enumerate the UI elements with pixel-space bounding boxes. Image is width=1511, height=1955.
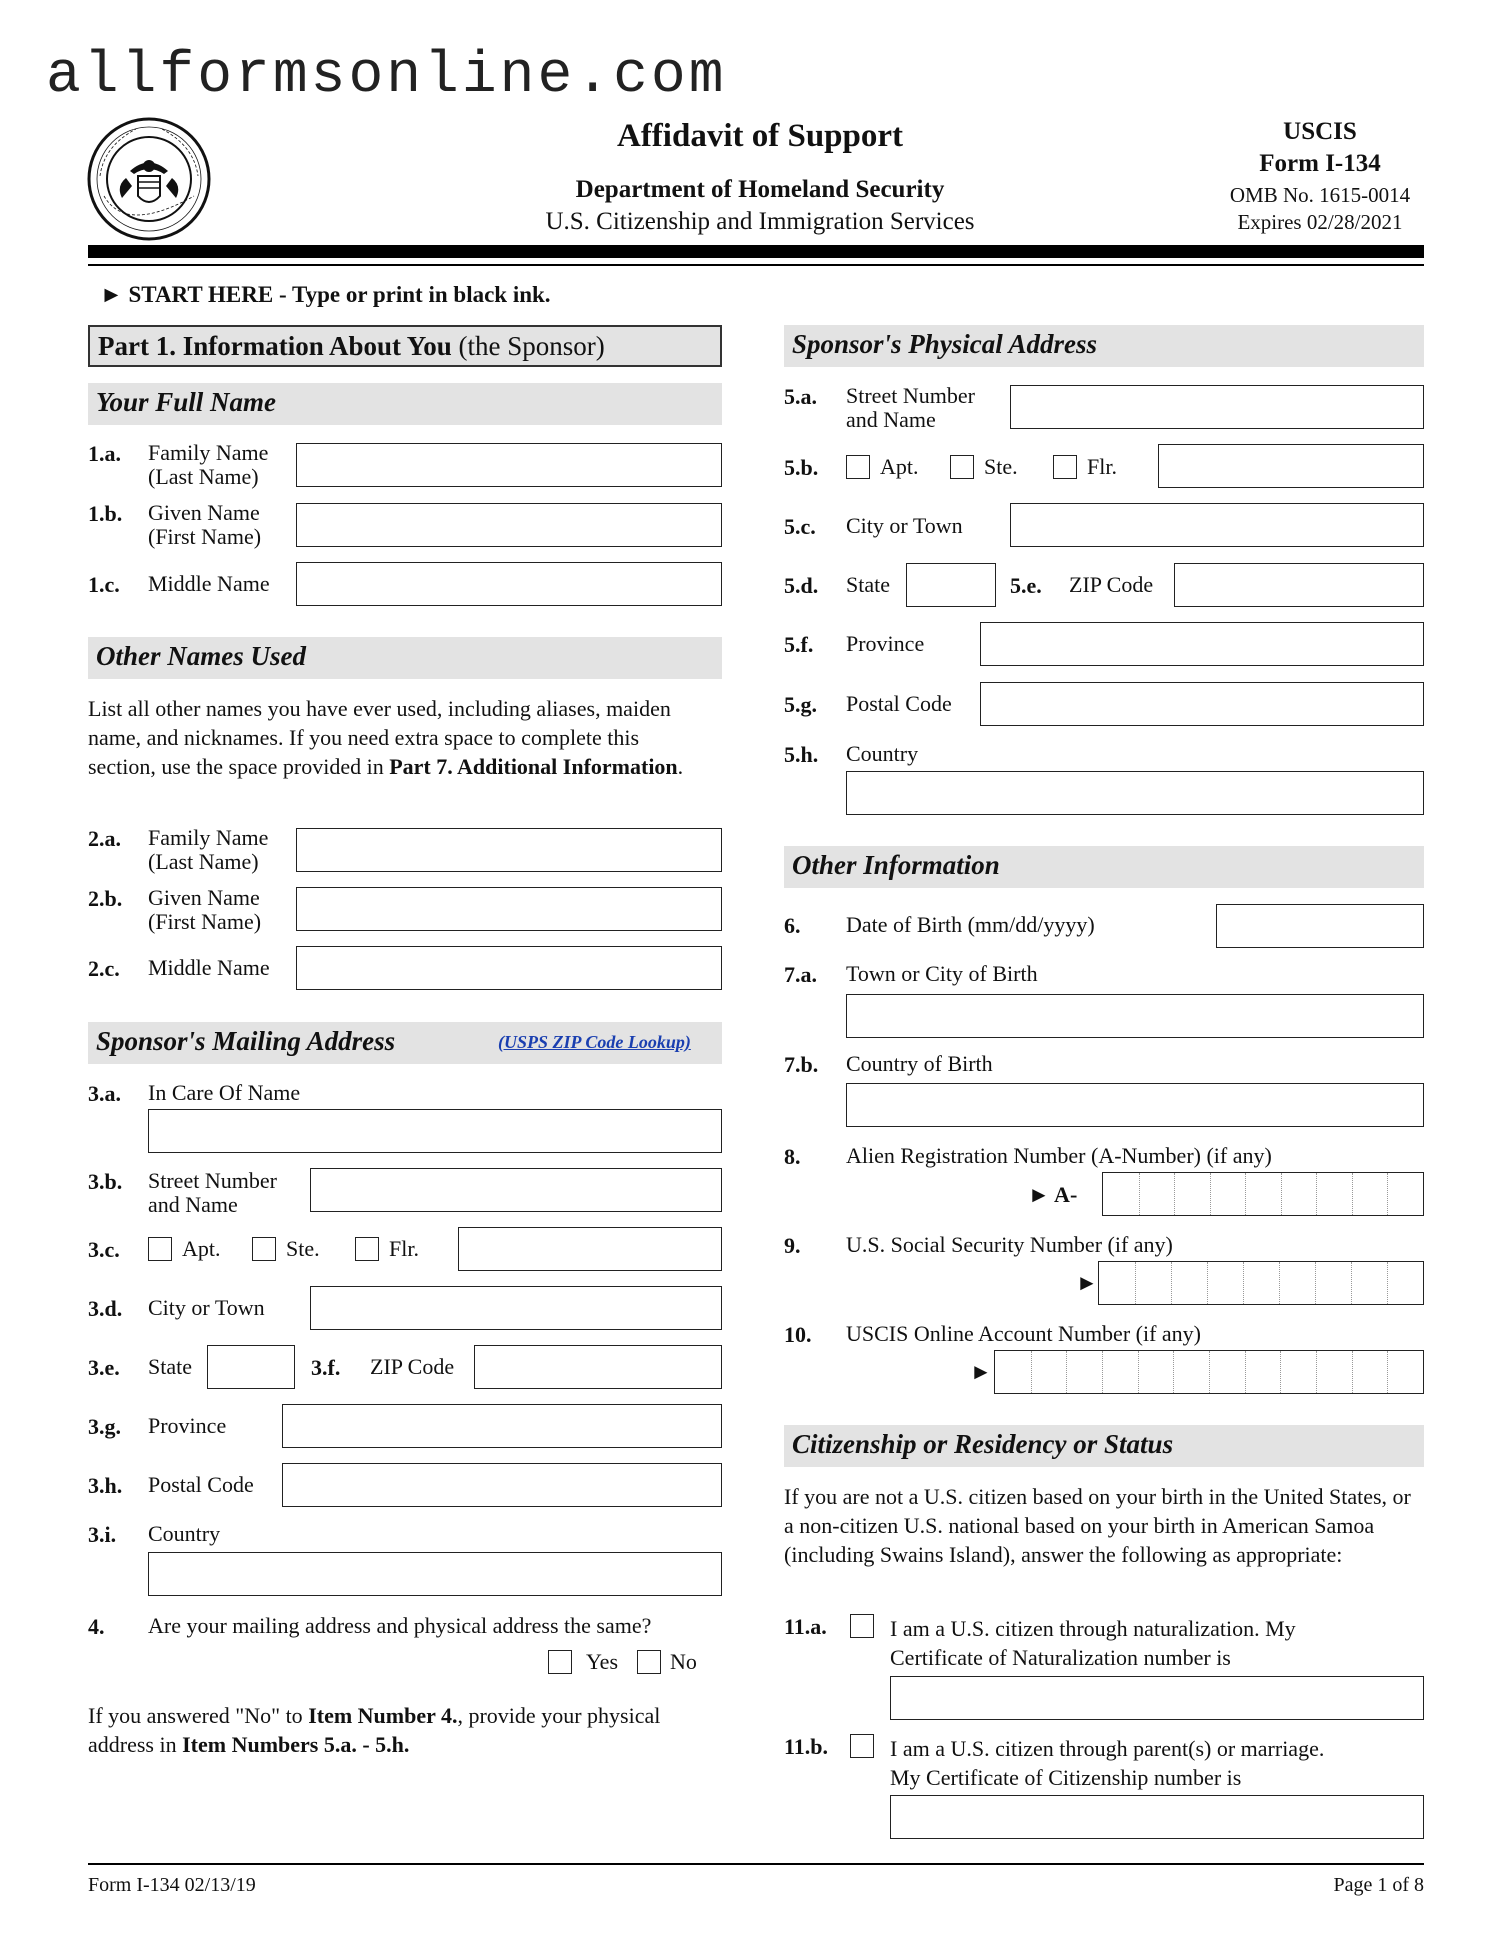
uscis-label: USCIS: [1283, 118, 1357, 145]
digit-divider: [1138, 1351, 1139, 1393]
given-name-input[interactable]: [296, 503, 722, 547]
no-label: No: [670, 1649, 697, 1674]
apt-label: Apt.: [182, 1236, 221, 1261]
given-name-label: Given Name (First Name): [148, 500, 262, 549]
digit-divider: [1174, 1173, 1175, 1215]
part-1-heading: Part 1. Information About You (the Sponsor): [88, 325, 722, 367]
physical-address-note: If you answered "No" to Item Number 4., provide your physical address in Item Numbers 5.a. - 5.h.: [88, 1703, 661, 1757]
mailing-postal-code-label: Postal Code: [148, 1472, 254, 1497]
digit-divider: [1387, 1262, 1388, 1304]
digit-divider: [1243, 1262, 1244, 1304]
physical-zip-input[interactable]: [1174, 563, 1424, 607]
city-of-birth-label: Town or City of Birth: [846, 961, 1038, 986]
a-number-input[interactable]: [1102, 1172, 1424, 1216]
item-number: 9.: [784, 1233, 801, 1258]
item-number: 1.b.: [88, 501, 123, 526]
same-address-yes-checkbox[interactable]: [548, 1650, 572, 1674]
mailing-street-label: Street Number and Name: [148, 1168, 277, 1217]
physical-postal-code-input[interactable]: [980, 682, 1424, 726]
digit-divider: [1352, 1351, 1353, 1393]
digit-divider: [1352, 1173, 1353, 1215]
item-number: 3.i.: [88, 1522, 117, 1547]
mailing-country-input[interactable]: [148, 1552, 722, 1596]
physical-province-input[interactable]: [980, 622, 1424, 666]
physical-ste-checkbox[interactable]: [950, 455, 974, 479]
digit-divider: [1207, 1262, 1208, 1304]
physical-apt-checkbox[interactable]: [846, 455, 870, 479]
digit-divider: [1281, 1173, 1282, 1215]
other-family-name-label: Family Name (Last Name): [148, 825, 269, 874]
citizenship-instructions: If you are not a U.S. citizen based on your birth in the United States, or a non-citizen U.S. national based on your birth in American Samoa (including Swains Island), answer the following as appropriate:: [784, 1484, 1411, 1567]
digit-divider: [1066, 1351, 1067, 1393]
physical-country-input[interactable]: [846, 771, 1424, 815]
item-number: 10.: [784, 1322, 812, 1347]
item-number: 5.e.: [1010, 573, 1042, 598]
physical-address-heading: Sponsor's Physical Address: [784, 325, 1424, 367]
digit-divider: [1209, 1351, 1210, 1393]
physical-street-input[interactable]: [1010, 385, 1424, 429]
other-given-name-input[interactable]: [296, 887, 722, 931]
item-number: 1.a.: [88, 441, 121, 466]
mailing-province-label: Province: [148, 1413, 227, 1438]
naturalization-label: I am a U.S. citizen through naturalization. My Certificate of Naturalization number is: [890, 1616, 1296, 1670]
digit-divider: [1171, 1262, 1172, 1304]
mailing-city-input[interactable]: [310, 1286, 722, 1330]
flr-label: Flr.: [389, 1236, 419, 1261]
in-care-of-input[interactable]: [148, 1109, 722, 1153]
agency-name: U.S. Citizenship and Immigration Services: [545, 208, 975, 235]
form-number: Form I-134: [1259, 150, 1381, 177]
a-number-label: Alien Registration Number (A-Number) (if any): [846, 1143, 1272, 1168]
digit-divider: [1102, 1351, 1103, 1393]
footer-form-edition: Form I-134 02/13/19: [88, 1874, 256, 1896]
digit-divider: [1173, 1351, 1174, 1393]
mailing-state-input[interactable]: [207, 1345, 295, 1389]
item-number: 5.g.: [784, 692, 817, 717]
header-rule-thin: [88, 264, 1424, 266]
header-rule-thick: [88, 245, 1424, 258]
digit-divider: [1280, 1351, 1281, 1393]
other-names-instructions: List all other names you have ever used, including aliases, maiden name, and nicknames. If you need extra space to complete this section, use the space provided in Part 7. Additional Information.: [88, 696, 684, 779]
item-number: 11.a.: [784, 1614, 827, 1639]
item-number: 2.a.: [88, 826, 121, 851]
mailing-unit-number-input[interactable]: [458, 1227, 722, 1271]
item-number: 5.a.: [784, 384, 817, 409]
physical-city-input[interactable]: [1010, 503, 1424, 547]
item-number: 3.b.: [88, 1169, 123, 1194]
item-number: 1.c.: [88, 572, 120, 597]
footer-page-number: Page 1 of 8: [1333, 1874, 1424, 1896]
item-number: 2.b.: [88, 886, 123, 911]
mailing-zip-input[interactable]: [474, 1345, 722, 1389]
family-name-label: Family Name (Last Name): [148, 440, 269, 489]
item-number: 7.b.: [784, 1052, 819, 1077]
item-number: 5.f.: [784, 632, 814, 657]
mailing-flr-checkbox[interactable]: [355, 1237, 379, 1261]
item-number: 3.a.: [88, 1081, 121, 1106]
item-number: 7.a.: [784, 962, 817, 987]
form-title: Affidavit of Support: [616, 118, 904, 154]
citizenship-certificate-number-input[interactable]: [890, 1795, 1424, 1839]
other-names-heading: Other Names Used: [88, 637, 722, 679]
item-number: 3.h.: [88, 1473, 123, 1498]
digit-divider: [1351, 1262, 1352, 1304]
ssn-prefix: ►: [1076, 1270, 1098, 1295]
item-number: 5.c.: [784, 514, 816, 539]
physical-postal-code-label: Postal Code: [846, 691, 952, 716]
naturalization-checkbox[interactable]: [850, 1614, 874, 1638]
digit-divider: [1210, 1173, 1211, 1215]
online-account-label: USCIS Online Account Number (if any): [846, 1321, 1201, 1346]
digit-divider: [1316, 1173, 1317, 1215]
start-here-instruction: ► START HERE - Type or print in black ink.: [100, 282, 551, 307]
country-of-birth-input[interactable]: [846, 1083, 1424, 1127]
same-address-no-checkbox[interactable]: [637, 1650, 661, 1674]
digit-divider: [1031, 1351, 1032, 1393]
same-address-question: Are your mailing address and physical address the same?: [148, 1613, 652, 1638]
item-number: 8.: [784, 1144, 801, 1169]
footer-rule: [88, 1863, 1424, 1865]
mailing-address-heading: Sponsor's Mailing Address: [88, 1022, 722, 1064]
ste-label: Ste.: [984, 454, 1018, 479]
online-account-input[interactable]: [994, 1350, 1424, 1394]
department-name: Department of Homeland Security: [575, 176, 945, 203]
ste-label: Ste.: [286, 1236, 320, 1261]
flr-label: Flr.: [1087, 454, 1117, 479]
physical-state-label: State: [846, 572, 890, 597]
item-number: 11.b.: [784, 1734, 829, 1759]
digit-divider: [1245, 1173, 1246, 1215]
usps-zip-lookup-link[interactable]: (USPS ZIP Code Lookup): [498, 1032, 691, 1052]
digit-divider: [1135, 1262, 1136, 1304]
item-number: 6.: [784, 913, 801, 938]
mailing-province-input[interactable]: [282, 1404, 722, 1448]
ssn-input[interactable]: [1098, 1261, 1424, 1305]
apt-label: Apt.: [880, 454, 919, 479]
mailing-postal-code-input[interactable]: [282, 1463, 722, 1507]
item-number: 5.b.: [784, 455, 819, 480]
item-number: 3.g.: [88, 1414, 121, 1439]
digit-divider: [1279, 1262, 1280, 1304]
ssn-label: U.S. Social Security Number (if any): [846, 1232, 1173, 1257]
digit-divider: [1139, 1173, 1140, 1215]
citizenship-certificate-checkbox[interactable]: [850, 1734, 874, 1758]
expiration-date: Expires 02/28/2021: [1237, 210, 1403, 234]
item-number: 2.c.: [88, 956, 120, 981]
middle-name-input[interactable]: [296, 562, 722, 606]
item-number: 3.f.: [311, 1355, 341, 1380]
mailing-ste-checkbox[interactable]: [252, 1237, 276, 1261]
other-given-name-label: Given Name (First Name): [148, 885, 262, 934]
citizenship-heading: Citizenship or Residency or Status: [784, 1425, 1424, 1467]
physical-street-label: Street Number and Name: [846, 383, 975, 432]
mailing-state-label: State: [148, 1354, 192, 1379]
country-of-birth-label: Country of Birth: [846, 1051, 993, 1076]
date-of-birth-input[interactable]: [1216, 904, 1424, 948]
physical-country-label: Country: [846, 741, 919, 766]
full-name-heading: Your Full Name: [88, 383, 722, 425]
in-care-of-label: In Care Of Name: [148, 1080, 301, 1105]
other-middle-name-input[interactable]: [296, 946, 722, 990]
date-of-birth-label: Date of Birth (mm/dd/yyyy): [846, 912, 1095, 937]
dhs-seal-icon: [86, 116, 212, 242]
yes-label: Yes: [586, 1649, 619, 1674]
physical-city-label: City or Town: [846, 513, 963, 538]
item-number: 5.h.: [784, 742, 819, 767]
mailing-apt-checkbox[interactable]: [148, 1237, 172, 1261]
item-number: 3.d.: [88, 1296, 123, 1321]
item-number: 3.c.: [88, 1237, 120, 1262]
physical-zip-label: ZIP Code: [1069, 572, 1154, 597]
digit-divider: [1387, 1351, 1388, 1393]
physical-state-input[interactable]: [906, 563, 996, 607]
mailing-country-label: Country: [148, 1521, 221, 1546]
physical-province-label: Province: [846, 631, 925, 656]
other-information-heading: Other Information: [784, 846, 1424, 888]
digit-divider: [1315, 1262, 1316, 1304]
item-number: 4.: [88, 1614, 105, 1639]
item-number: 3.e.: [88, 1355, 120, 1380]
physical-unit-number-input[interactable]: [1158, 444, 1424, 488]
omb-number: OMB No. 1615-0014: [1229, 183, 1411, 207]
naturalization-number-input[interactable]: [890, 1676, 1424, 1720]
a-number-prefix: ► A-: [1028, 1182, 1078, 1207]
family-name-input[interactable]: [296, 443, 722, 487]
mailing-street-input[interactable]: [310, 1168, 722, 1212]
watermark: allformsonline.com: [46, 44, 727, 109]
mailing-city-label: City or Town: [148, 1295, 265, 1320]
physical-flr-checkbox[interactable]: [1053, 455, 1077, 479]
digit-divider: [1387, 1173, 1388, 1215]
city-of-birth-input[interactable]: [846, 994, 1424, 1038]
middle-name-label: Middle Name: [148, 571, 270, 596]
digit-divider: [1245, 1351, 1246, 1393]
other-family-name-input[interactable]: [296, 828, 722, 872]
item-number: 5.d.: [784, 573, 819, 598]
online-account-prefix: ►: [970, 1359, 992, 1384]
other-middle-name-label: Middle Name: [148, 955, 270, 980]
digit-divider: [1316, 1351, 1317, 1393]
citizenship-certificate-label: I am a U.S. citizen through parent(s) or marriage. My Certificate of Citizenship number is: [890, 1736, 1325, 1790]
mailing-zip-label: ZIP Code: [370, 1354, 455, 1379]
